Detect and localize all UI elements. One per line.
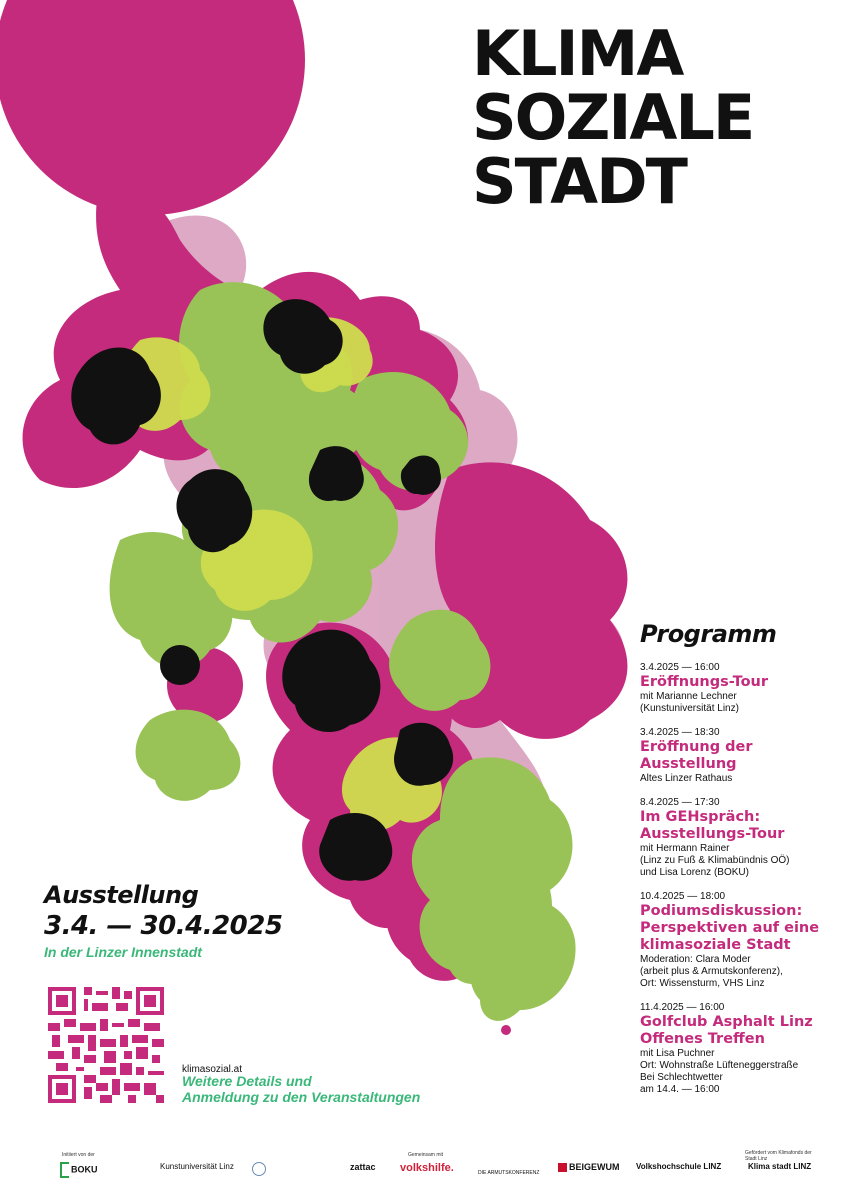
boku-logo [60, 1162, 98, 1178]
event-title: Eröffnungs-Tour [640, 674, 769, 690]
armutskonferenz-logo: DIE ARMUTSKONFERENZ [478, 1170, 540, 1176]
event-datetime: 11.4.2025 — 16:00 [640, 1002, 725, 1013]
website-url[interactable]: klimasozial.at [182, 1064, 243, 1075]
event-datetime: 8.4.2025 — 17:30 [640, 797, 720, 808]
kunstuni-logo: Kunstuniversität Linz [160, 1162, 234, 1171]
event-datetime: 3.4.2025 — 18:30 [640, 727, 720, 738]
event-datetime: 10.4.2025 — 18:00 [640, 891, 726, 902]
exhibition-info [44, 880, 282, 960]
program-event [640, 891, 845, 990]
event-title: Podiumsdiskussion: Perspektiven auf eine klimasoziale Stadt [640, 903, 820, 953]
partner-circle-logo [252, 1162, 266, 1178]
sponsor-logo-row [0, 1150, 849, 1190]
event-title: Eröffnung der Ausstellung [640, 739, 753, 772]
together-label: Gemeinsam mit [408, 1152, 444, 1158]
beigewum-logo [558, 1162, 620, 1172]
event-detail: Moderation: Clara Moder (arbeit plus & Armutskonferenz), Ort: Wissensturm, VHS Linz [640, 954, 783, 989]
exhibition-label: Ausstellung [44, 881, 199, 909]
program-event [640, 727, 845, 785]
event-detail: mit Lisa Puchner Ort: Wohnstraße Lüfteneggerstraße Bei Schlechtwetter am 14.4. — 16:00 [640, 1048, 799, 1095]
event-title: Im GEHspräch: Ausstellungs-Tour [640, 809, 785, 842]
title-line-3: STADT [472, 145, 686, 218]
zattac-logo: zattac [350, 1162, 376, 1172]
title-line-1: KLIMA [472, 17, 683, 90]
more-info-text: Weitere Details und Anmeldung zu den Veranstaltungen [182, 1073, 421, 1105]
event-detail: mit Hermann Rainer (Linz zu Fuß & Klimabündnis OÖ) und Lisa Lorenz (BOKU) [640, 843, 790, 878]
exhibition-place: In der Linzer Innenstadt [44, 944, 202, 960]
program-section [640, 620, 845, 1108]
exhibition-dates: 3.4. — 30.4.2025 [44, 911, 283, 941]
poster-title [472, 17, 754, 218]
boku-logo-text: BOKU [71, 1164, 98, 1175]
program-event [640, 797, 845, 879]
program-event [640, 1002, 845, 1096]
event-detail: mit Marianne Lechner (Kunstuniversität Linz) [640, 691, 739, 714]
program-heading: Programm [640, 620, 777, 648]
title-line-2: SOZIALE [472, 81, 754, 154]
qr-code[interactable] [48, 987, 164, 1103]
beigewum-logo-text: BEIGEWUM [569, 1162, 620, 1172]
initiated-label: Initiiert von der [62, 1152, 95, 1158]
volkshilfe-logo: volkshilfe. [400, 1162, 454, 1174]
event-title: Golfclub Asphalt Linz Offenes Treffen [640, 1014, 813, 1047]
funded-label: Gefördert vom Klimafonds der Stadt Linz [745, 1150, 812, 1162]
program-event [640, 662, 845, 715]
event-datetime: 3.4.2025 — 16:00 [640, 662, 720, 673]
vhs-linz-logo: Volkshochschule LINZ [636, 1162, 722, 1171]
klimastadt-linz-logo: Klima stadt LINZ [748, 1162, 812, 1171]
event-detail: Altes Linzer Rathaus [640, 773, 733, 784]
